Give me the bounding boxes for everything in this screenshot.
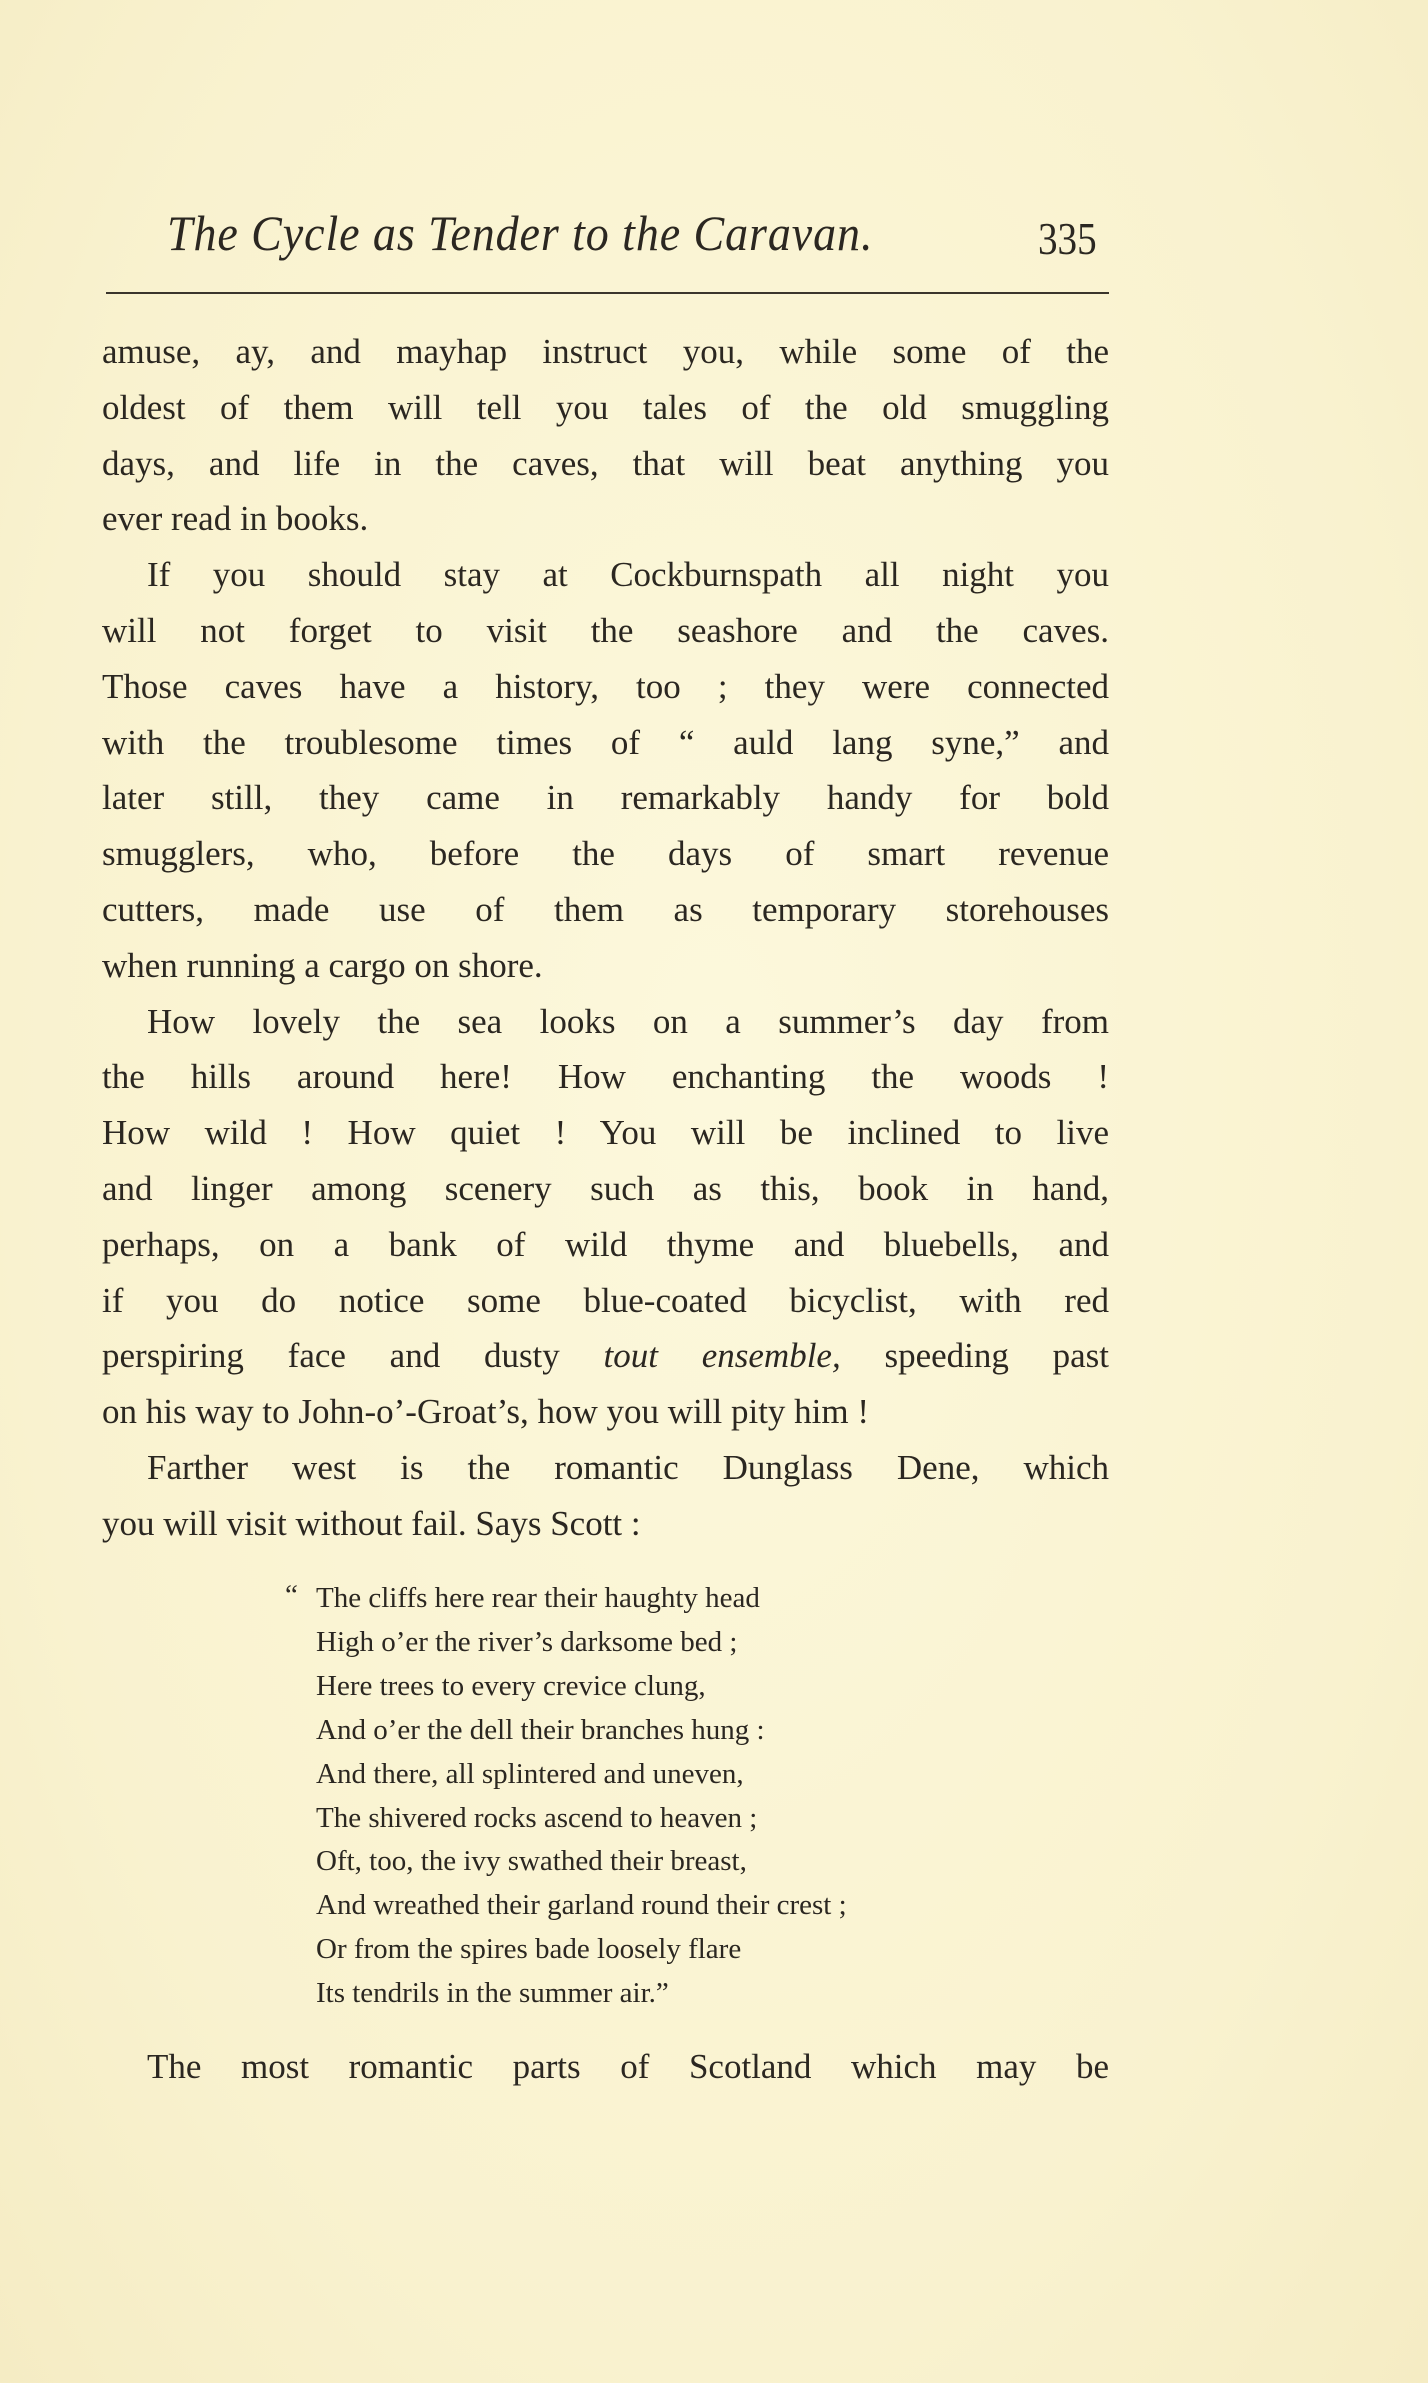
poem-line (316, 1800, 757, 1836)
text-line (102, 944, 1109, 988)
poem-line-text: And o’er the dell their branches hung : (316, 1714, 765, 1746)
text-segment: and linger among scenery such as this, book in hand, (102, 1169, 1109, 1208)
text-line (102, 1390, 1109, 1434)
text-line (102, 386, 1109, 430)
text-line (102, 609, 1109, 653)
poem-line-text: Here trees to every crevice clung, (316, 1670, 706, 1702)
poem-line (316, 1624, 737, 1660)
text-segment: if you do notice some blue-coated bicyclist, with red (102, 1281, 1109, 1320)
text-line (102, 1111, 1109, 1155)
poem-line-text: Oft, too, the ivy swathed their breast, (316, 1845, 747, 1877)
poem-line-text: And wreathed their garland round their crest ; (316, 1889, 847, 1921)
text-segment: perhaps, on a bank of wild thyme and bluebells, and (102, 1225, 1109, 1264)
text-segment: If you should stay at Cockburnspath all night you (147, 555, 1109, 594)
text-line (102, 665, 1109, 709)
text-segment: days, and life in the caves, that will beat anything you (102, 444, 1109, 483)
text-segment: when running a cargo on shore. (102, 946, 543, 985)
text-line (102, 497, 1109, 541)
text-line (147, 1446, 1109, 1490)
text-line (102, 1223, 1109, 1267)
text-line (102, 1279, 1109, 1323)
poem-line (285, 1579, 760, 1616)
text-line (102, 832, 1109, 876)
text-line: The most romantic parts of Scotland which may be (147, 2047, 1109, 2086)
poem-line-text: And there, all splintered and uneven, (316, 1758, 744, 1790)
text-segment: How wild ! How quiet ! You will be inclined to live (102, 1113, 1109, 1152)
text-line (102, 888, 1109, 932)
poem-line (316, 1975, 669, 2011)
text-segment: the hills around here! How enchanting the woods ! (102, 1057, 1109, 1096)
text-segment: ever read in books. (102, 499, 369, 538)
poem-line-text: Its tendrils in the summer air.” (316, 1977, 669, 2009)
text-segment: Those caves have a history, too ; they were connected (102, 667, 1109, 706)
poem-line (316, 1756, 744, 1792)
open-quote: “ (285, 1579, 298, 1611)
poem-line (316, 1668, 706, 1704)
text-segment: smugglers, who, before the days of smart revenue (102, 834, 1109, 873)
text-segment: How lovely the sea looks on a summer’s day from (147, 1002, 1109, 1041)
text-segment: on his way to John-o’-Groat’s, how you will pity him ! (102, 1392, 870, 1431)
text-line (102, 1334, 1109, 1378)
poem-line-text: Or from the spires bade loosely flare (316, 1933, 742, 1965)
text-segment: amuse, ay, and mayhap instruct you, while some of the (102, 332, 1109, 371)
text-segment: cutters, made use of them as temporary storehouses (102, 890, 1109, 929)
text-segment: oldest of them will tell you tales of the old smuggling (102, 388, 1109, 427)
poem-line-text: The cliffs here rear their haughty head (316, 1582, 760, 1614)
text-line (147, 553, 1109, 597)
running-title: The Cycle as Tender to the Caravan. (167, 205, 874, 261)
text-segment: Farther west is the romantic Dunglass Dene, which (147, 1448, 1109, 1487)
page-number: 335 (1038, 213, 1097, 264)
text-segment: you will visit without fail. Says Scott : (102, 1504, 641, 1543)
text-line (102, 442, 1109, 486)
header-rule (106, 292, 1109, 294)
text-line (102, 721, 1109, 765)
poem-line (316, 1843, 747, 1879)
poem-line (316, 1931, 741, 1967)
text-segment: speeding past (840, 1336, 1109, 1375)
poem-line-text: The shivered rocks ascend to heaven ; (316, 1802, 758, 1834)
text-segment: will not forget to visit the seashore and the caves. (102, 611, 1109, 650)
poem-line (316, 1887, 847, 1923)
text-line (147, 1000, 1109, 1044)
text-line (102, 330, 1109, 374)
text-line (102, 1502, 1109, 1546)
text-line (102, 776, 1109, 820)
text-segment: later still, they came in remarkably handy for bold (102, 778, 1109, 817)
text-line (102, 1055, 1109, 1099)
text-segment: perspiring face and dusty (102, 1336, 604, 1375)
text-segment: with the troublesome times of “ auld lang syne,” and (102, 723, 1109, 762)
poem-line (316, 1712, 765, 1748)
text-line (102, 1167, 1109, 1211)
poem-line-text: High o’er the river’s darksome bed ; (316, 1626, 738, 1658)
italic-phrase: tout ensemble, (603, 1336, 841, 1375)
